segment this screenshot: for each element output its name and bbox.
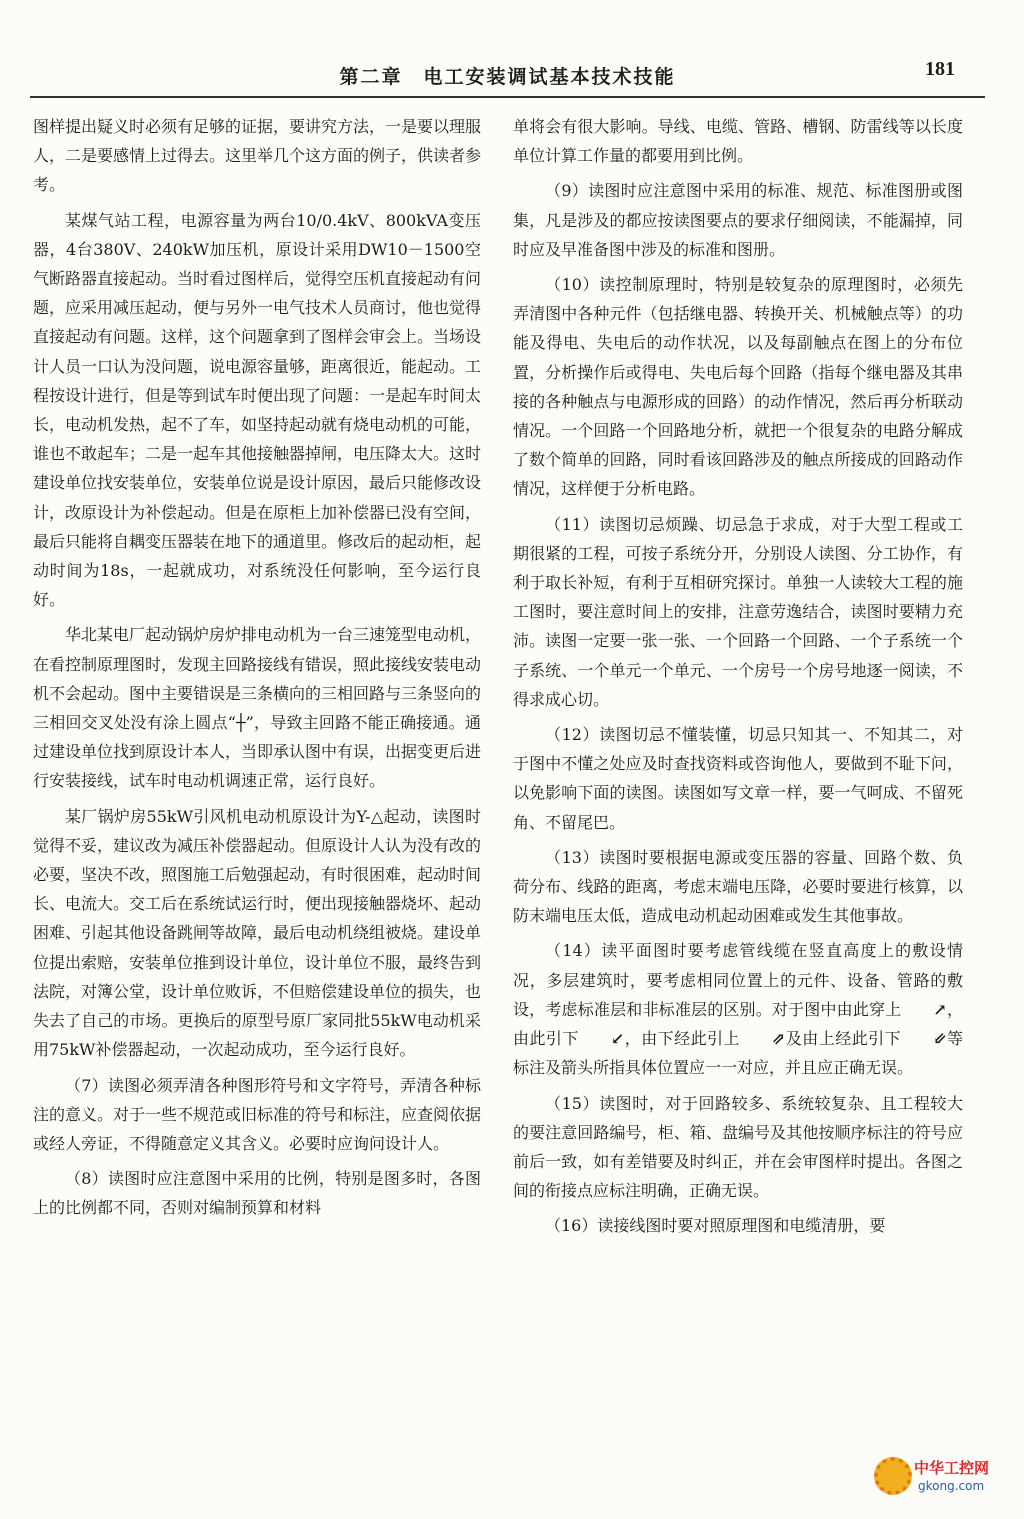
paragraph: （7）读图必须弄清各种图形符号和文字符号，弄清各种标注的意义。对于一些不规范或旧标准的符号和标注，应查阅依据或经人旁证，不得随意定义其含义。必要时应询问设计人。 xyxy=(33,1075,482,1153)
chapter-title: 第二章 电工安装调试基本技术技能 xyxy=(339,66,676,88)
paragraph: （9）读图时应注意图中采用的标准、规范、标准图册或图集，凡是涉及的都应按读图要点的要求仔细阅读，不能漏掉，同时应及早准备图中涉及的标准和图册。 xyxy=(513,181,963,259)
paragraph: （11）读图切忌烦躁、切忌急于求成，对于大型工程或工期很紧的工程，可按子系统分开，分别设人读图、分工协作，有利于取长补短，有利于互相研究探讨。单独一人读较大工程的施工图时，要注意时间上的安排，注意劳逸结合，读图时要精力充沛。读图一定要一张一张、一个回路一个回路、一个子系统一个子系统、一个单元一个单元、一个房号一个房号地逐一阅读，不得求成心切。 xyxy=(513,514,963,709)
paragraph: （10）读控制原理时，特别是较复杂的原理图时，必须先弄清图中各种元件（包括继电器、转换开关、机械触点等）的功能及得电、失电后的动作状况，以及每副触点在图上的分布位置，分析操作后或得电、失电后每个回路（指每个继电器及其串接的各种触点与电源形成的回路）的动作情况，然后再分析联动情况。一个回路一个回路地分析，就把一个很复杂的电路分解成了数个简单的回路，同时看该回路涉及的触点所接成的回路动作情况，这样便于分析电路。 xyxy=(513,275,963,499)
paragraph: （12）读图切忌不懂装懂，切忌只知其一、不知其二，对于图中不懂之处应及时查找资料或咨询他人，要做到不耻下问，以免影响下面的读图。读图如写文章一样，要一气呵成、不留死角、不留尾巴。 xyxy=(513,725,963,832)
p14-text-b: ，由此引下 xyxy=(513,999,963,1049)
paragraph: 图样提出疑义时必须有足够的证据，要讲究方法，一是要以理服人，二是要感情上过得去。这里举几个这方面的例子，供读者参考。 xyxy=(33,117,482,195)
watermark-logo xyxy=(874,1453,1002,1501)
page-number: 181 xyxy=(925,58,955,80)
arrow-up-through-icon: ↗ xyxy=(933,999,947,1019)
left-column xyxy=(33,112,481,1229)
arrow-down-from-above-icon: ⇙ xyxy=(933,1029,947,1049)
arrow-up-from-below-icon: ⇗ xyxy=(771,1029,786,1049)
p14-text-c: ，由下经此引上 xyxy=(624,1029,740,1049)
paragraph: 华北某电厂起动锅炉房炉排电动机为一台三速笼型电动机，在看控制原理图时，发现主回路接线有错误，照此接线安装电动机不会起动。图中主要错误是三条横向的三相回路与三条竖向的三相回交叉处没有涂上圆点“┼”，导致主回路不能正确接通。通过建设单位找到原设计本人，当即承认图中有误，出据变更后进行安装接线，试车时电动机调速正常，运行良好。 xyxy=(33,625,482,791)
right-column xyxy=(513,112,963,1247)
arrow-down-here-icon: ↙ xyxy=(610,1029,625,1049)
p14-text-a: （14）读平面图时要考虑管线缆在竖直高度上的敷设情况，多层建筑时，要考虑相同位置上的元件、设备、管路的敷设，考虑标准层和非标准层的区别。对于图中由此穿上 xyxy=(513,941,963,1019)
paragraph: 某煤气站工程，电源容量为两台10/0.4kV、800kVA变压器，4台380V、240kW加压机，原设计采用DW10－1500空气断路器直接起动。当时看过图样后，觉得空压机直接起动有问题，应采用减压起动，便与另外一电气技术人员商讨，他也觉得直接起动有问题。这样，这个问题拿到了图样会审会上。当场设计人员一口认为没问题，说电源容量够，距离很近，能起动。工程按设计进行，但是等到试车时便出现了问题：一是起车时间太长，电动机发热，起不了车，如坚持起动就有烧电动机的可能，谁也不敢起车；二是一起车其他接触器掉闸，电压降太大。这时建设单位找安装单位，安装单位说是设计原因，最后只能修改设计，改原设计为补偿起动。但是在原柜上加补偿器已没有空间，最后只能将自耦变压器装在地下的通道里。修改后的起动柜，起动时间为18s，一起就成功，对系统没任何影响，至今运行良好。 xyxy=(33,210,482,610)
paragraph: （15）读图时，对于回路较多、系统较复杂、且工程较大的要注意回路编号，柜、箱、盘编号及其他按顺序标注的符号应前后一致，如有差错要及时纠正，并在会审图样时提出。各图之间的衔接点应标注明确，正确无误。 xyxy=(513,1093,963,1201)
paragraph: 某厂锅炉房55kW引风机电动机原设计为Y-△起动，读图时觉得不妥，建议改为减压补偿器起动。但原设计人认为没有改的必要，坚决不改，照图施工后勉强起动，有时很困难，起动时间长、电流大。交工后在系统试运行时，便出现接触器烧坏、起动困难、引起其他设备跳闸等故障，最后电动机绕组被烧。建设单位提出索赔，安装单位推到设计单位，设计单位不服，最终告到法院，对簿公堂，设计单位败诉，不但赔偿建设单位的损失，也失去了自己的市场。更换后的原型号原厂家同批55kW电动机采用75kW补偿器起动，一次起动成功，至今运行良好。 xyxy=(33,806,482,1060)
watermark-url: gkong.com xyxy=(918,1479,985,1493)
paragraph: （8）读图时应注意图中采用的比例，特别是图多时，各图上的比例都不同，否则对编制预算和材料 xyxy=(33,1169,481,1218)
p14-text-d: 及由上经此引下 xyxy=(785,1029,902,1049)
watermark-name: 中华工控网 xyxy=(914,1459,990,1477)
paragraph: 单将会有很大影响。导线、电缆、管路、槽钢、防雷线等以长度单位计算工作量的都要用到比例。 xyxy=(513,117,963,166)
paragraph: （16）读接线图时要对照原理图和电缆清册，要 xyxy=(545,1216,886,1236)
p14-text-e: 等标注及箭头所指具体位置应一一对应，并且应正确无误。 xyxy=(513,1029,963,1078)
gear-icon xyxy=(874,1457,912,1495)
paragraph: （13）读图时要根据电源或变压器的容量、回路个数、负荷分布、线路的距离，考虑末端电压降，必要时要进行核算，以防末端电压太低，造成电动机起动困难或发生其他事故。 xyxy=(513,847,963,926)
paragraph-14 xyxy=(513,936,963,1082)
page-header xyxy=(30,52,985,98)
